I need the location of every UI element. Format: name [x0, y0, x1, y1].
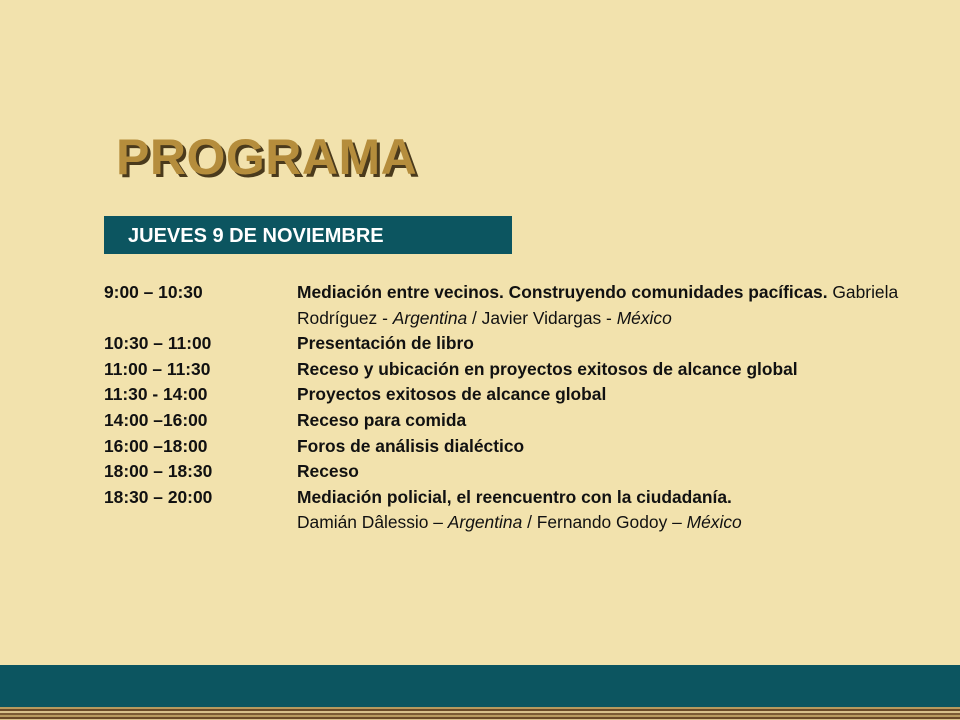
schedule-description — [297, 485, 924, 536]
schedule-description — [297, 408, 924, 434]
day-banner-label: JUEVES 9 DE NOVIEMBRE — [128, 225, 384, 247]
footer-stripes — [0, 707, 960, 720]
session-title: Proyectos exitosos de alcance global — [297, 384, 607, 405]
speaker-name: Javier Vidargas — [481, 307, 602, 328]
schedule-row — [104, 331, 924, 357]
session-title: Foros de análisis dialéctico — [297, 435, 525, 456]
speaker-country: México — [686, 512, 742, 533]
schedule-time: 9:00 – 10:30 — [104, 282, 203, 302]
page-title: PROGRAMA — [116, 129, 418, 185]
speaker-country: Argentina — [447, 512, 523, 533]
schedule-row — [104, 459, 924, 485]
schedule-row — [104, 485, 924, 536]
separator: - — [377, 307, 393, 328]
speaker-name: Damián Dâlessio — [297, 512, 429, 533]
schedule-time: 10:30 – 11:00 — [104, 333, 212, 354]
schedule-row — [104, 434, 924, 460]
schedule-description — [297, 459, 924, 485]
footer-band — [0, 665, 960, 707]
schedule-time: 18:30 – 20:00 — [104, 486, 213, 507]
schedule-time: 11:00 – 11:30 — [104, 358, 211, 379]
schedule-time: 14:00 –16:00 — [104, 409, 208, 430]
speaker-name: Gabriela Rodríguez — [297, 282, 899, 328]
schedule-description — [297, 357, 924, 383]
separator: – — [428, 512, 448, 533]
schedule-time: 18:00 – 18:30 — [104, 461, 213, 482]
schedule-time: 16:00 –18:00 — [104, 435, 208, 456]
schedule-description — [297, 280, 924, 331]
separator: - — [601, 307, 617, 328]
session-title: Mediación entre vecinos. Construyendo comunidades pacíficas. — [297, 282, 828, 302]
speaker-country: Argentina — [392, 307, 468, 328]
session-title: Mediación policial, el reencuentro con la ciudadanía. — [297, 486, 732, 507]
separator: – — [667, 512, 687, 533]
session-title: Presentación de libro — [297, 333, 474, 354]
session-title: Receso para comida — [297, 409, 467, 430]
day-banner — [104, 216, 512, 254]
schedule-row — [104, 382, 924, 408]
session-title: Receso y ubicación en proyectos exitosos de alcance global — [297, 358, 798, 379]
schedule-time: 11:30 - 14:00 — [104, 384, 208, 405]
schedule-description — [297, 382, 924, 408]
schedule-row — [104, 357, 924, 383]
schedule-description — [297, 331, 924, 357]
speaker-country: México — [616, 307, 672, 328]
schedule-description — [297, 434, 924, 460]
speaker-name: Fernando Godoy — [536, 512, 668, 533]
schedule-row — [104, 280, 924, 331]
schedule-list — [104, 280, 924, 536]
session-title: Receso — [297, 461, 359, 482]
separator: / — [467, 307, 482, 328]
separator: / — [522, 512, 537, 533]
schedule-row — [104, 408, 924, 434]
